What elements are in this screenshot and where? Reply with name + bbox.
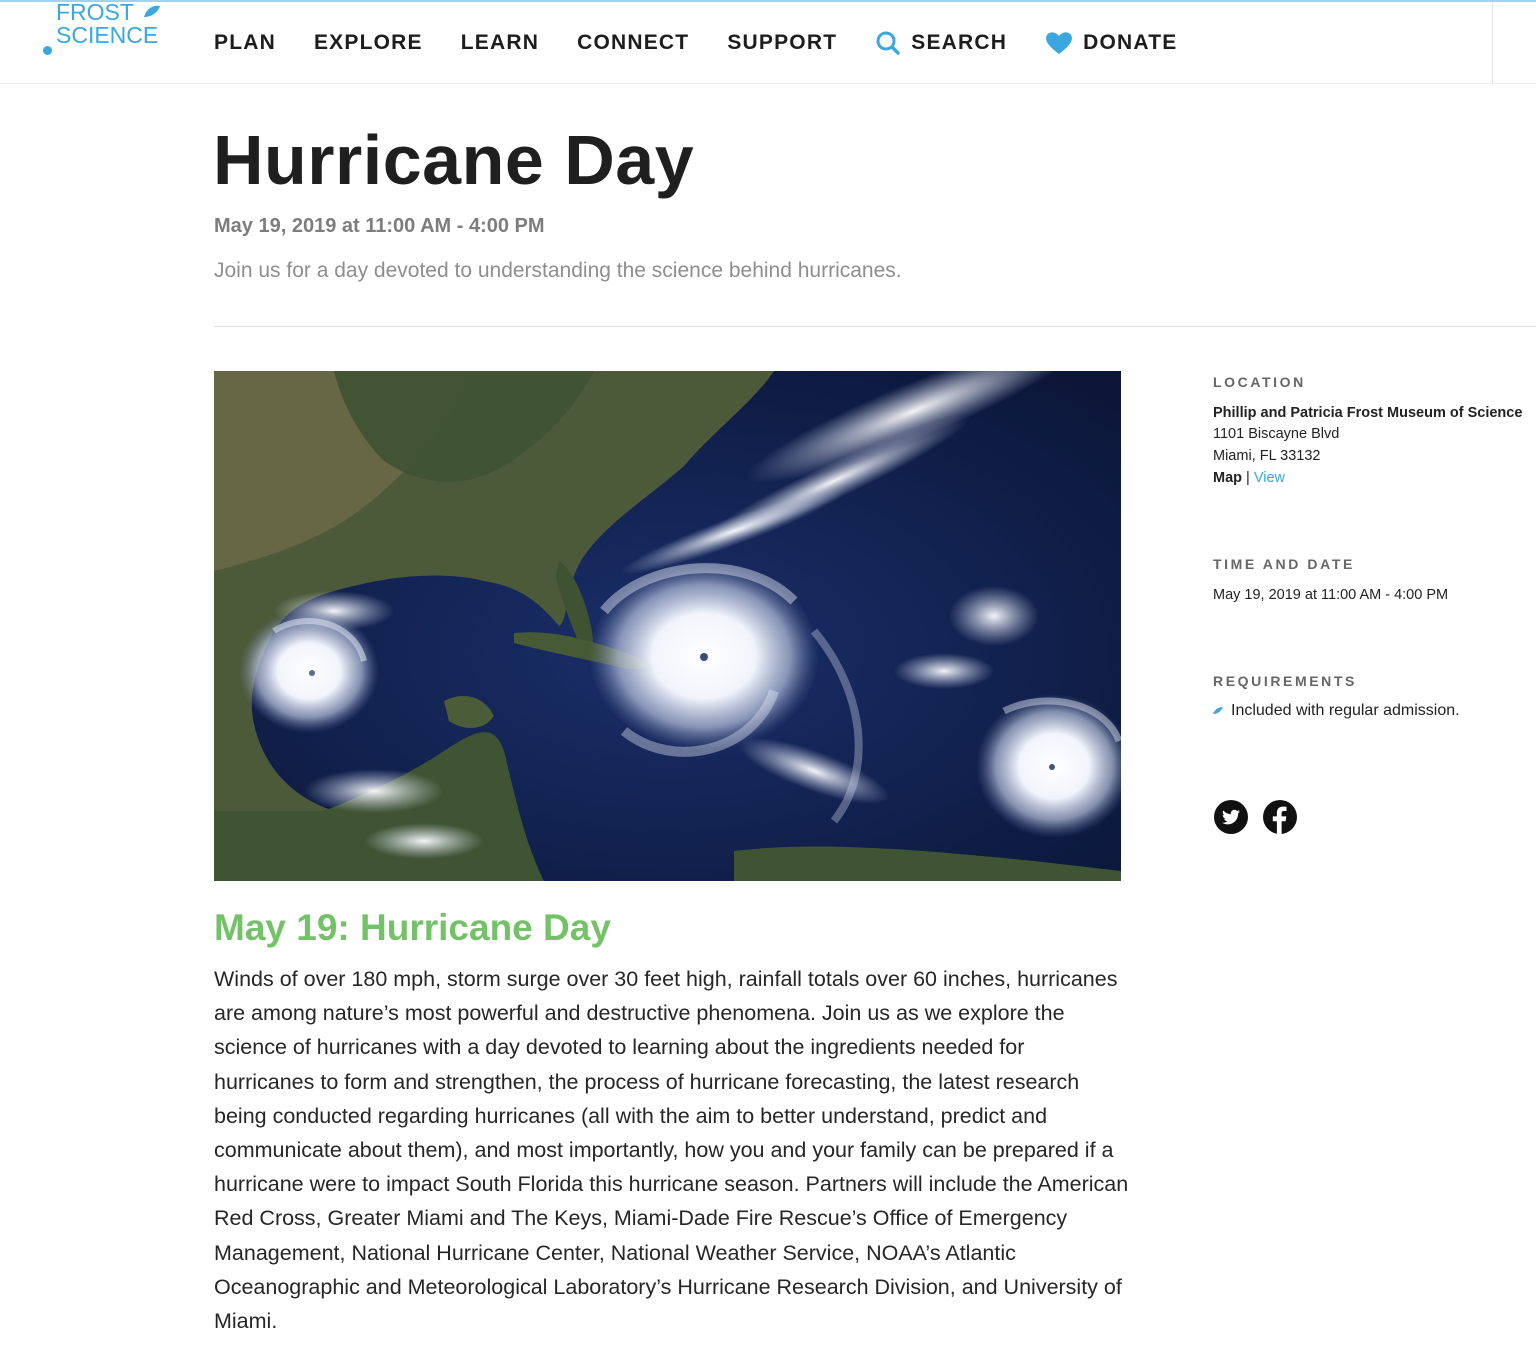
header-divider [1492,2,1493,84]
nav-donate[interactable] [1045,31,1177,55]
section-title: May 19: Hurricane Day [214,907,611,948]
nav-donate-label: DONATE [1083,31,1178,54]
nav-learn[interactable]: LEARN [460,31,540,54]
requirements-label: REQUIREMENTS [1213,673,1357,689]
twitter-icon[interactable] [1214,800,1248,834]
event-time: May 19, 2019 at 11:00 AM - 4:00 PM [214,215,545,237]
leaf-icon [143,5,161,19]
nav-connect[interactable]: CONNECT [577,31,690,54]
section-divider [214,326,1536,327]
map-link[interactable]: Map [1213,470,1242,486]
requirement-text: Included with regular admission. [1231,702,1460,719]
site-header [0,2,1536,84]
main-nav [214,28,1215,58]
location-address-1: 1101 Biscayne Blvd [1213,426,1340,442]
nav-search-label: SEARCH [911,31,1008,54]
frost-science-logo[interactable] [40,2,170,62]
location-address-2: Miami, FL 33132 [1213,448,1321,464]
logo-line-1: FROST [56,0,134,25]
location-links [1213,468,1285,490]
hurricane-satellite-image [214,371,1121,881]
event-description: Winds of over 180 mph, storm surge over 30 feet high, rainfall totals over 60 inches, hurricanes are among nature’s most powerful and destructive phenomena. Join us as we explore the science of hurricanes with a day devoted to learning about the ingredients needed for hurricanes to form and strengthen, the process of hurricane forecasting, the latest research being conducted regarding hurricanes (all with the aim to better understand, predict and communicate about them), and most importantly, how you and your family can be prepared if a hurricane were to impact South Florida this hurricane season. Partners will include the American Red Cross, Greater Miami and The Keys, Miami-Dade Fire Rescue’s Office of Emergency Management, National Hurricane Center, National Weather Service, NOAA’s Atlantic Oceanographic and Meteorological Laboratory’s Hurricane Research Division, and University of Miami. [214,967,1129,1334]
page-title: Hurricane Day [213,121,695,199]
location-label: LOCATION [1213,374,1306,390]
nav-support[interactable]: SUPPORT [727,31,838,54]
heart-icon [1045,31,1073,55]
nav-plan[interactable]: PLAN [214,31,276,54]
logo-line-2: SCIENCE [56,22,159,48]
link-separator: | [1246,470,1250,486]
search-icon [875,30,901,56]
leaf-bullet-icon [1213,707,1223,715]
nav-explore[interactable]: EXPLORE [313,31,423,54]
event-tagline: Join us for a day devoted to understanding the science behind hurricanes. [214,259,902,282]
location-name: Phillip and Patricia Frost Museum of Science [1213,405,1523,421]
time-date-label: TIME AND DATE [1213,556,1355,572]
view-link[interactable]: View [1253,470,1286,486]
requirement-item [1213,702,1460,720]
facebook-icon[interactable] [1263,800,1297,834]
logo-dot [43,46,52,55]
nav-search[interactable] [875,30,1007,56]
time-date-value: May 19, 2019 at 11:00 AM - 4:00 PM [1213,587,1449,603]
